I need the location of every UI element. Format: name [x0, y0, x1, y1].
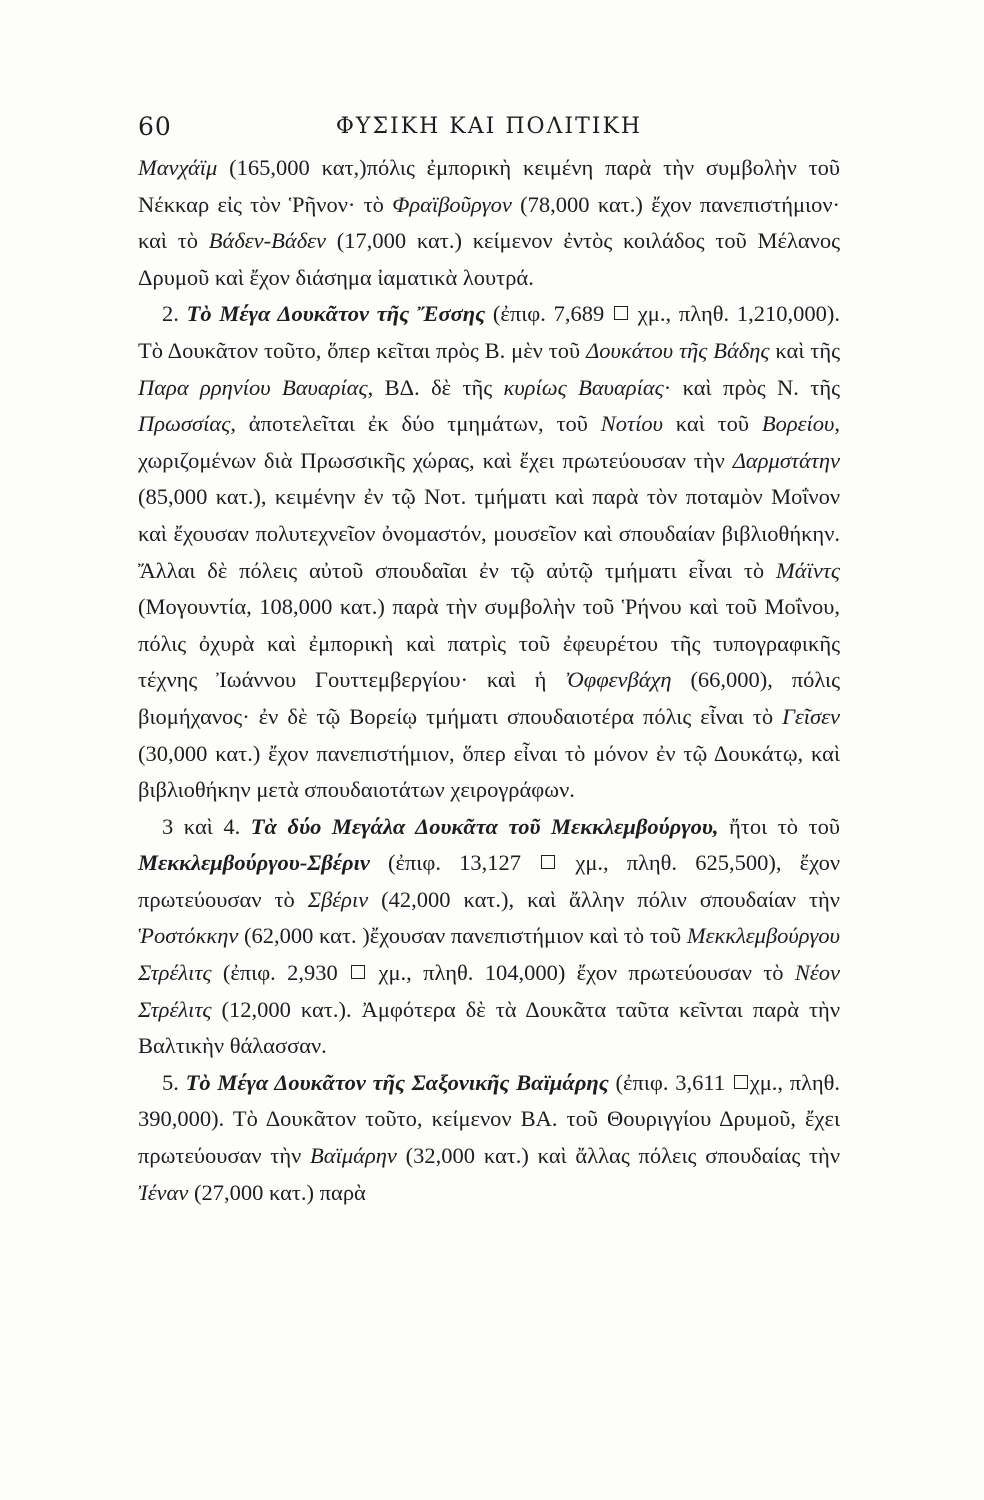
page-number: 60 — [138, 112, 172, 141]
text-run: 2. — [162, 301, 187, 327]
paragraph-p1 — [138, 150, 840, 296]
place-name-text: Ῥοστόκκην — [138, 923, 239, 949]
place-name-text: Βαϊμάρην — [310, 1143, 397, 1169]
text-run: · καὶ πρὸς Ν. τῆς — [663, 374, 840, 400]
square-unit-icon — [541, 855, 555, 869]
place-name-text: Ὀφφενβάχη — [565, 667, 672, 693]
running-head — [138, 112, 840, 148]
section-heading-text: Τὸ Μέγα Δουκᾶτον τῆς Ἔσσης — [186, 301, 486, 327]
text-run: 3 καὶ 4. — [162, 813, 251, 839]
square-unit-icon — [734, 1075, 748, 1089]
text-run: (165,000 κατ,)πόλις ἐμπορικὴ κειμένη παρὰ τὴν συμβολὴν τοῦ Νέκκαρ εἰς τὸν Ῥῆνον· τὸ — [138, 155, 840, 217]
section-heading-text: Τὰ δύο Μεγάλα Δουκᾶτα τοῦ Μεκκλεμβούργου, — [250, 813, 719, 839]
text-run: ἤτοι τὸ τοῦ — [718, 813, 840, 839]
text-run: (ἐπιφ. 2,930 — [211, 960, 350, 986]
place-name-text: Βάδεν-Βάδεν — [208, 228, 327, 254]
text-run: (17,000 κατ.) κείμενον ἐντὸς κοιλάδος τοῦ Μέλανος Δρυμοῦ καὶ ἔχον διάσημα ἰαματικὰ λουτρά. — [138, 228, 841, 290]
place-name-text: Ἰέναν — [138, 1179, 189, 1205]
text-run: χμ., πληθ. 390,000). Τὸ Δουκᾶτον τοῦτο, κείμενον ΒΑ. τοῦ Θουριγγίου Δρυμοῦ, ἔχει πρωτεύουσαν τὴν — [138, 1069, 840, 1169]
text-run: (ἐπιφ. 13,127 — [369, 850, 540, 876]
text-run: καὶ τῆς — [769, 337, 840, 363]
text-run: χμ., πληθ. 104,000) ἔχον πρωτεύουσαν τὸ — [367, 960, 795, 986]
place-name-text: Βορείου — [761, 411, 835, 437]
place-name-text: Νοτίου — [600, 411, 663, 437]
place-name-text: Σβέριν — [307, 886, 369, 912]
text-run: , ἀποτελεῖται ἐκ δύο τμημάτων, τοῦ — [230, 411, 601, 437]
place-name-text: Δαρμστάτην — [732, 447, 840, 473]
square-unit-icon — [614, 306, 628, 320]
text-run: (32,000 κατ.) καὶ ἄλλας πόλεις σπουδαίας τὴν — [396, 1143, 840, 1169]
text-run: (85,000 κατ.), κειμένην ἐν τῷ Νοτ. τμήματι καὶ παρὰ τὸν ποταμὸν Μοΐνον καὶ ἔχουσαν πολυτεχνεῖον ὀνομαστόν, μουσεῖον καὶ σπουδαίαν βιβλιοθήκην. Ἄλλαι δὲ πόλεις αὐτοῦ σπουδαῖαι ἐν τῷ αὐτῷ τμήματι εἶναι τὸ — [138, 484, 840, 583]
text-run: καὶ τοῦ — [662, 411, 762, 437]
place-name-text: κυρίως Βαυαρίας — [503, 374, 664, 400]
text-run: (42,000 κατ.), καὶ ἄλλην πόλιν σπουδαίαν τὴν — [368, 886, 840, 912]
text-run: , ΒΔ. δὲ τῆς — [367, 374, 504, 400]
paragraph-p2 — [138, 296, 840, 808]
square-unit-icon — [351, 965, 365, 979]
text-run: (Μογουντία, 108,000 κατ.) παρὰ τὴν συμβολὴν τοῦ Ῥήνου καὶ τοῦ Μοΐνου, πόλις ὀχυρὰ καὶ ἐμπορικὴ καὶ πατρὶς τοῦ ἐφευρέτου τῆς τυπογραφικῆς τέχνης Ἰωάννου Γουττεμβεργίου· καὶ ἡ — [138, 594, 840, 693]
text-run: (ἐπιφ. 3,611 — [608, 1069, 732, 1095]
section-heading-text: Μεκκλεμβούργου-Σβέριν — [138, 850, 370, 876]
running-title: ΦΥΣΙΚΗ ΚΑΙ ΠΟΛΙΤΙΚΗ — [335, 114, 643, 139]
place-name-text: Νέον Στρέλιτς — [138, 960, 841, 1022]
body-text — [138, 150, 840, 1211]
text-run: (66,000), πόλις βιομήχανος· ἐν δὲ τῷ Βορείῳ τμήματι σπουδαιοτέρα πόλις εἶναι τὸ — [138, 667, 840, 729]
text-run: (27,000 κατ.) παρὰ — [188, 1179, 366, 1205]
place-name-text: Μανχάϊμ — [138, 155, 218, 180]
place-name-text: Φραϊβοῦργον — [392, 191, 512, 217]
text-run: (30,000 κατ.) ἔχον πανεπιστήμιον, ὅπερ εἶναι τὸ μόνον ἐν τῷ Δουκάτῳ, καὶ βιβλιοθήκην μετὰ σπουδαιοτάτων χειρογράφων. — [138, 740, 840, 803]
text-run: (12,000 κατ.). Ἀμφότερα δὲ τὰ Δουκᾶτα ταῦτα κεῖνται παρὰ τὴν Βαλτικὴν θάλασσαν. — [138, 996, 840, 1059]
paragraph-p4 — [138, 1065, 840, 1211]
text-run: (ἐπιφ. 7,689 — [485, 301, 613, 327]
text-run: χμ., πληθ. 625,500), ἔχον πρωτεύουσαν τὸ — [138, 850, 840, 912]
place-name-text: Μεκκλεμβούργου Στρέλιτς — [138, 923, 840, 986]
text-run: , χωριζομένων διὰ Πρωσσικῆς χώρας, καὶ ἔχει πρωτεύουσαν τὴν — [138, 411, 840, 473]
text-run: (62,000 κατ. )ἔχουσαν πανεπιστήμιον καὶ τὸ τοῦ — [238, 923, 687, 949]
place-name-text: Δουκάτου τῆς Βάδης — [586, 337, 770, 363]
place-name-text: Πρωσσίας — [138, 411, 231, 437]
text-run: χμ., πληθ. 1,210,000). Τὸ Δουκᾶτον τοῦτο, ὅπερ κεῖται πρὸς Β. μὲν τοῦ — [138, 301, 840, 363]
text-run: 5. — [162, 1069, 186, 1095]
section-heading-text: Τὸ Μέγα Δουκᾶτον τῆς Σαξονικῆς Βαϊμάρης — [185, 1069, 609, 1095]
paragraph-p3 — [138, 809, 840, 1065]
place-name-text: Παρα ρρηνίου Βαυαρίας — [138, 374, 368, 400]
place-name-text: Γεῖσεν — [782, 703, 840, 729]
place-name-text: Μάϊντς — [776, 557, 840, 583]
text-run: (78,000 κατ.) ἔχον πανεπιστήμιον· καὶ τὸ — [138, 191, 840, 254]
